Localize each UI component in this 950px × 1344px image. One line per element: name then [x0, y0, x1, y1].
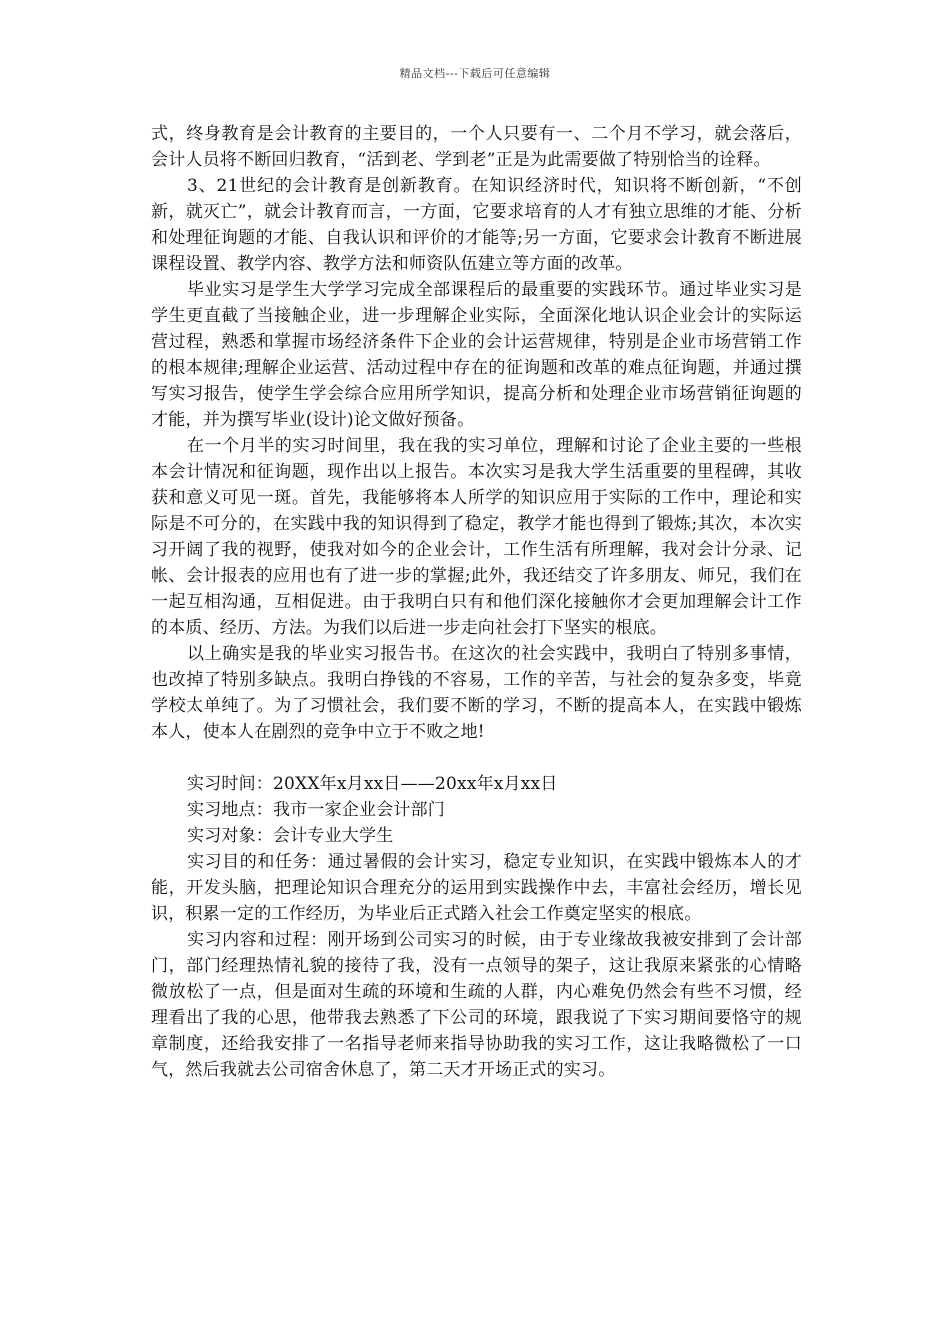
blank-line [151, 745, 802, 771]
paragraph-graduation-internship: 毕业实习是学生大学学习完成全部课程后的最重要的实践环节。通过毕业实习是学生更直截了当接触企业，进一步理解企业实际，全面深化地认识企业会计的实际运营过程，熟悉和掌握市场经济条件下企业的会计运营规律，特别是企业市场营销工作的根本规律;理解企业运营、活动过程中存在的征询题和改革的难点征询题，并通过撰写实习报告，使学生学会综合应用所学知识，提高分析和处理企业市场营销征询题的才能，并为撰写毕业(设计)论文做好预备。 [151, 280, 802, 430]
internship-process: 实习内容和过程：刚开场到公司实习的时候，由于专业缘故我被安排到了会计部门，部门经理热情礼貌的接待了我，没有一点领导的架子，这让我原来紧张的心情略微放松了一点，但是面对生疏的环境和生疏的人群，内心难免仍然会有些不习惯，经理看出了我的心思，他带我去熟悉了下公司的环境，跟我说了下实习期间要恪守的规章制度，还给我安排了一名指导老师来指导协助我的实习工作，这让我略微松了一口气，然后我就去公司宿舍休息了，第二天才开场正式的实习。 [151, 930, 802, 1080]
internship-time: 实习时间：20XX年x月xx日——20xx年x月xx日 [187, 774, 558, 794]
internship-purpose: 实习目的和任务：通过暑假的会计实习，稳定专业知识，在实践中锻炼本人的才能，开发头脑，把理论知识合理充分的运用到实践操作中去，丰富社会经历，增长见识，积累一定的工作经历，为毕业后正式踏入社会工作奠定坚实的根底。 [151, 852, 802, 924]
paragraph-continuation: 式，终身教育是会计教育的主要目的，一个人只要有一、二个月不学习，就会落后，会计人员将不断回归教育，“活到老、学到老”正是为此需要做了特别恰当的诠释。 [151, 124, 802, 170]
internship-location: 实习地点：我市一家企业会计部门 [187, 800, 445, 820]
internship-target: 实习对象：会计专业大学生 [187, 826, 394, 846]
paragraph-conclusion: 以上确实是我的毕业实习报告书。在这次的社会实践中，我明白了特别多事情，也改掉了特别多缺点。我明白挣钱的不容易，工作的辛苦，与社会的复杂多变，毕竟学校太单纯了。为了习惯社会，我们要不断的学习，不断的提高本人，在实践中锻炼本人，使本人在剧烈的竞争中立于不败之地! [151, 644, 802, 742]
document-body [151, 121, 802, 1083]
paragraph-internship-summary: 在一个月半的实习时间里，我在我的实习单位，理解和讨论了企业主要的一些根本会计情况和征询题，现作出以上报告。本次实习是我大学生活重要的里程碑，其收获和意义可见一斑。首先，我能够将本人所学的知识应用于实际的工作中，理论和实际是不可分的，在实践中我的知识得到了稳定，教学才能也得到了锻炼;其次，本次实习开阔了我的视野，使我对如今的企业会计，工作生活有所理解，我对会计分录、记帐、会计报表的应用也有了进一步的掌握;此外，我还结交了许多朋友、师兄，我们在一起互相沟通，互相促进。由于我明白只有和他们深化接触你才会更加理解会计工作的本质、经历、方法。为我们以后进一步走向社会打下坚实的根底。 [151, 436, 802, 638]
page-header: 精品文档---下载后可任意编辑 [399, 67, 551, 80]
paragraph-innovation-education: 3、21世纪的会计教育是创新教育。在知识经济时代，知识将不断创新，“不创新，就灭亡”，就会计教育而言，一方面，它要求培育的人才有独立思维的才能、分析和处理征询题的才能、自我认识和评价的才能等;另一方面，它要求会计教育不断进展课程设置、教学内容、教学方法和师资队伍建立等方面的改革。 [151, 176, 802, 274]
